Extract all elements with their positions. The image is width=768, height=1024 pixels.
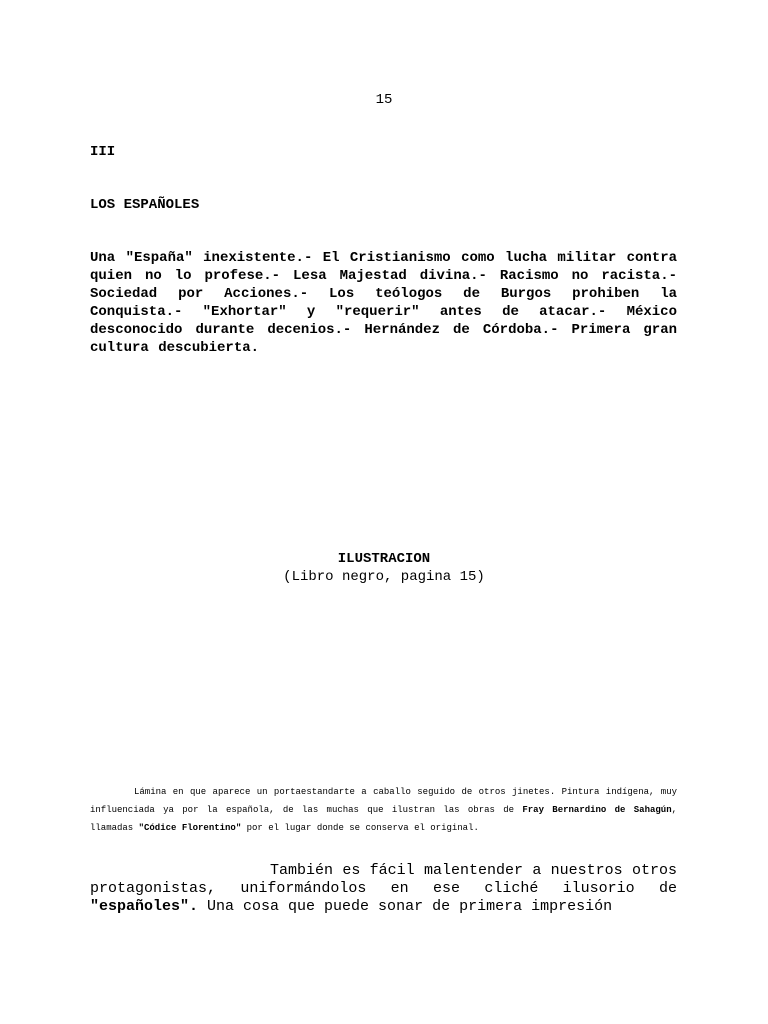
body-text-2: Una cosa que puede sonar de primera impresión xyxy=(198,898,613,915)
chapter-summary: Una "España" inexistente.- El Cristianismo como lucha militar contra quien no lo profese.- Lesa Majestad divina.- Racismo no racista.- Sociedad por Acciones.- Los teólogos de Burgos prohiben la Conquista.- "Exhortar" y "requerir" antes de atacar.- México desconocido durante decenios.- Hernández de Córdoba.- Primera gran cultura descubierta. xyxy=(90,250,677,356)
chapter-title: LOS ESPAÑOLES xyxy=(90,197,200,213)
caption-text-2: , llamadas xyxy=(90,805,677,833)
caption-text-1: Lámina en que aparece un portaestandarte a caballo seguido de otros jinetes. Pintura indígena, muy influenciada ya por la española, de las muchas que ilustran las obras de xyxy=(90,787,677,815)
illustration-caption xyxy=(90,783,677,837)
body-paragraph xyxy=(90,862,677,916)
caption-author: Fray Bernardino de Sahagún xyxy=(522,805,672,815)
illustration-source: (Libro negro, pagina 15) xyxy=(283,569,485,585)
caption-text-3: por el lugar donde se conserva el original. xyxy=(241,823,479,833)
chapter-number: III xyxy=(90,144,116,160)
body-text-1: También es fácil malentender a nuestros otros protagonistas, uniformándolos en ese cliché ilusorio de xyxy=(90,862,677,897)
page-number: 15 xyxy=(375,92,393,108)
illustration-heading: ILUSTRACION xyxy=(337,551,431,567)
caption-work: "Códice Florentino" xyxy=(138,823,242,833)
body-emphasis: "españoles". xyxy=(90,898,199,915)
